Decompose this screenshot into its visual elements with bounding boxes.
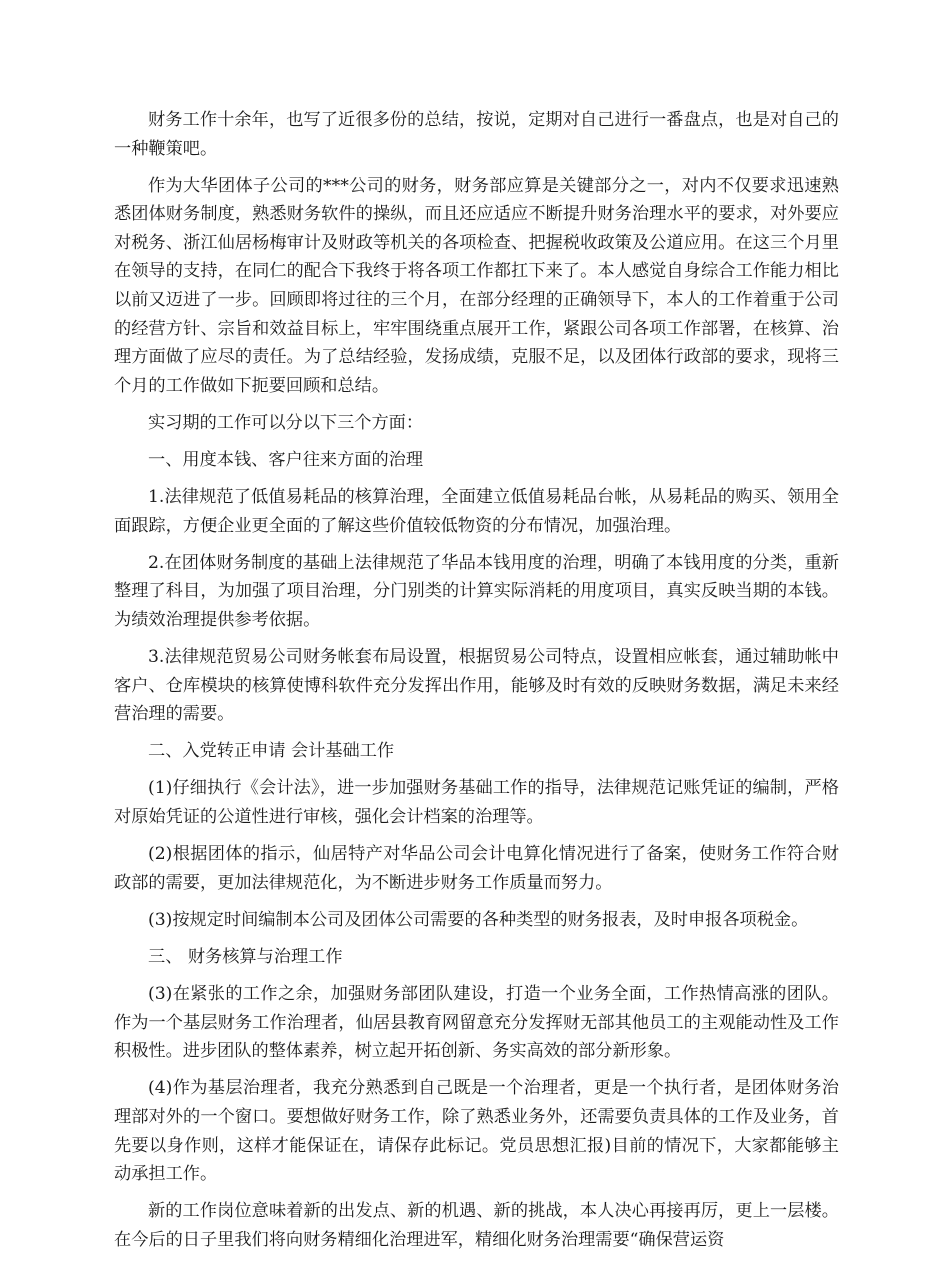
list-item-2-3: (3)按规定时间编制本公司及团体公司需要的各种类型的财务报表，及时申报各项税金。 (148, 909, 809, 930)
list-item-1-3: 3.法律规范贸易公司财务帐套布局设置，根据贸易公司特点，设置相应帐套，通过辅助帐中客户、仓库模块的核算使博科软件充分发挥出作用，能够及时有效的反映财务数据，满足未来经营治理的需要。 (114, 647, 839, 725)
list-item-1-1: 1.法律规范了低值易耗品的核算治理，全面建立低值易耗品台帐，从易耗品的购买、领用全面跟踪，方便企业更全面的了解这些价值较低物资的分布情况，加强治理。 (114, 487, 839, 536)
list-item-2-1: (1)仔细执行《会计法》，进一步加强财务基础工作的指导，法律规范记账凭证的编制，严格对原始凭证的公道性进行审核，强化会计档案的治理等。 (114, 778, 839, 828)
list-item-3-3: (3)在紧张的工作之余，加强财务部团队建设，打造一个业务全面，工作热情高涨的团队。作为一个基层财务工作治理者，仙居县教育网留意充分发挥财无部其他员工的主观能动性及工作积极性。进步团队的整体素养，树立起开拓创新、务实高效的部分新形象。 (114, 984, 839, 1062)
section-heading-3: 三、 财务核算与治理工作 (148, 946, 343, 967)
document-body (114, 106, 839, 1263)
list-item-1-2: 2.在团体财务制度的基础上法律规范了华品本钱用度的治理，明确了本钱用度的分类，重新整理了科目，为加强了项目治理，分门别类的计算实际消耗的用度项目，真实反映当期的本钱。为绩效治理提供参考依据。 (114, 552, 839, 630)
list-item-2-2: (2)根据团体的指示，仙居特产对华品公司会计电算化情况进行了备案，使财务工作符合财政部的需要，更加法律规范化，为不断进步财务工作质量而努力。 (114, 844, 839, 893)
paragraph-closing: 新的工作岗位意味着新的出发点、新的机遇、新的挑战，本人决心再接再厉，更上一层楼。在今后的日子里我们将向财务精细化治理进军，精细化财务治理需要“确保营运资 (114, 1201, 839, 1250)
section-heading-1: 一、用度本钱、客户往来方面的治理 (148, 450, 424, 471)
list-item-3-4: (4)作为基层治理者，我充分熟悉到自己既是一个治理者，更是一个执行者，是团体财务治理部对外的一个窗口。要想做好财务工作，除了熟悉业务外，还需要负责具体的工作及业务，首先要以身作则，这样才能保证在，请保存此标记。党员思想汇报)目前的情况下，大家都能够主动承担工作。 (114, 1078, 839, 1185)
paragraph-intro: 财务工作十余年，也写了近很多份的总结，按说，定期对自己进行一番盘点，也是对自己的一种鞭策吧。 (114, 110, 839, 159)
paragraph-role-summary: 作为大华团体子公司的***公司的财务，财务部应算是关键部分之一，对内不仅要求迅速熟悉团体财务制度，熟悉财务软件的操纵，而且还应适应不断提升财务治理水平的要求，对外要应对税务、浙江仙居杨梅审计及财政等机关的各项检查、把握税收政策及公道应用。在这三个月里在领导的支持，在同仁的配合下我终于将各项工作都扛下来了。本人感觉自身综合工作能力相比以前又迈进了一步。回顾即将过往的三个月，在部分经理的正确领导下，本人的工作着重于公司的经营方针、宗旨和效益目标上，牢牢围绕重点展开工作，紧跟公司各项工作部署，在核算、治理方面做了应尽的责任。为了总结经验，发扬成绩，克服不足，以及团体行政部的要求，现将三个月的工作做如下扼要回顾和总结。 (114, 175, 839, 396)
section-heading-2: 二、入党转正申请 会计基础工作 (148, 741, 395, 762)
paragraph-three-aspects: 实习期的工作可以分以下三个方面： (148, 412, 424, 433)
